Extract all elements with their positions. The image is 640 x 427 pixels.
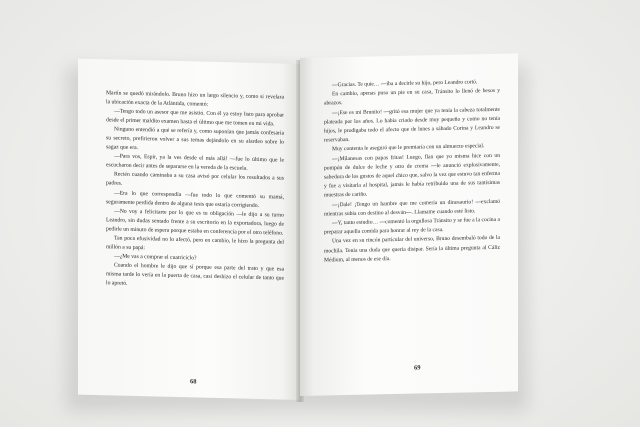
- page-number-right: 69: [414, 364, 421, 372]
- paragraph: —Era lo que correspondía —fue todo lo que comentó su mamá, seguramente perdida dentro de alguna tesis que estaría corrigiendo.: [106, 189, 284, 209]
- paragraph: Tan poca efusividad no lo afectó, pero en cambio, le hizo la pregunta del millón a su papá:: [106, 235, 284, 252]
- paragraph: Ninguno entendió a qué se refería y, como suponían que jamás confesaría su secreto, prefirieron volver a sus temas dejándolo en su alardeo sobre lo sagaz que era.: [106, 126, 284, 152]
- paragraph: —¡Dale! ¡Tengo un hambre que me comería un dinosaurio! —exclamó mientras subía con destino al desván—. Llamame cuando esté listo.: [324, 198, 500, 218]
- right-page: [300, 53, 518, 396]
- right-page-text: [324, 78, 500, 266]
- paragraph: —¡Ese es mi Brunito! —gritó esa mujer que ya tenía la cabeza totalmente plateada por los años. Lo había criado desde muy pequeño y como no tenía hijos, le prodigaba todo el afecto que de lunes a sábado Corina y Leandro se reservaban.: [324, 106, 500, 144]
- paragraph: —¡Milanesas con papas fritas! Luego, flan que yo misma hice con un pompón de dulce de leche y otro de crema —le anunció explosivamente, sabedora de los gustos de aquel chico que, salvo la vez que estuvo tan enferma y fue a visitarla al hospital, jamás le había retribuido una de sus tantísimas muestras de cariño.: [324, 152, 500, 199]
- paragraph: Martín se quedó mirándolo. Bruno hizo un largo silencio y, como si revelara la ubicación exacta de la Atlántida, comentó:: [106, 90, 284, 108]
- paragraph: Una vez en su rincón particular del universo, Bruno desembaló todo de la mochila. Tenía una duda que quería disipar. Sería la última pregunta al Cáliz Médium, al menos de ese día.: [324, 235, 500, 264]
- paragraph: En cambio, apenas puso un pie en su casa, Tránsito lo llenó de besos y abrazos.: [324, 88, 500, 107]
- paragraph: —Tengo todo un asesor que me asistió. Con él ya estoy listo para aprobar desde el primer maldito examen hasta el último que me tomen en mi vida.: [106, 108, 284, 128]
- left-page-text: [106, 89, 284, 292]
- left-page: [78, 59, 300, 400]
- paragraph: Recién cuando caminaba a su casa avisó por celular los resultados a sus padres.: [106, 171, 284, 188]
- page-number-left: 68: [190, 378, 197, 386]
- paragraph: —No voy a felicitarte por lo que es tu obligación —le dijo a su turno Leandro, sin dudas sentado frente a su escritorio en la exportadora, luego de pedirle un minuto de espera porque estaba en conferencia por el otro teléfono.: [106, 208, 284, 237]
- paragraph: —¿Me vas a comprar el cuatriciclo?: [114, 253, 197, 262]
- paragraph: Cuando el hombre le dijo que sí porque esa parte del trato y que esa misma tarde lo vería en la puerta de casa, casi deshizo el celular de tanto que lo apretó.: [106, 262, 284, 287]
- paragraph: —Gracias. Te quie… —iba a decirle su hijo, pero Leandro cortó.: [332, 79, 478, 89]
- paragraph: —Y, tanto estudio… —comentó la orgullosa Tránsito y se fue a la cocina a preparar aquella comida para honrar al rey de la casa.: [324, 216, 500, 236]
- paragraph: Muy contenta le aseguró que le premiaría con un almuerzo especial.: [332, 143, 485, 153]
- paragraph: —Para vos, Espir, ya la ves desde el más allá! —fue lo último que le escucharon decir antes de separarse en la vereda de la escuela.: [106, 153, 284, 173]
